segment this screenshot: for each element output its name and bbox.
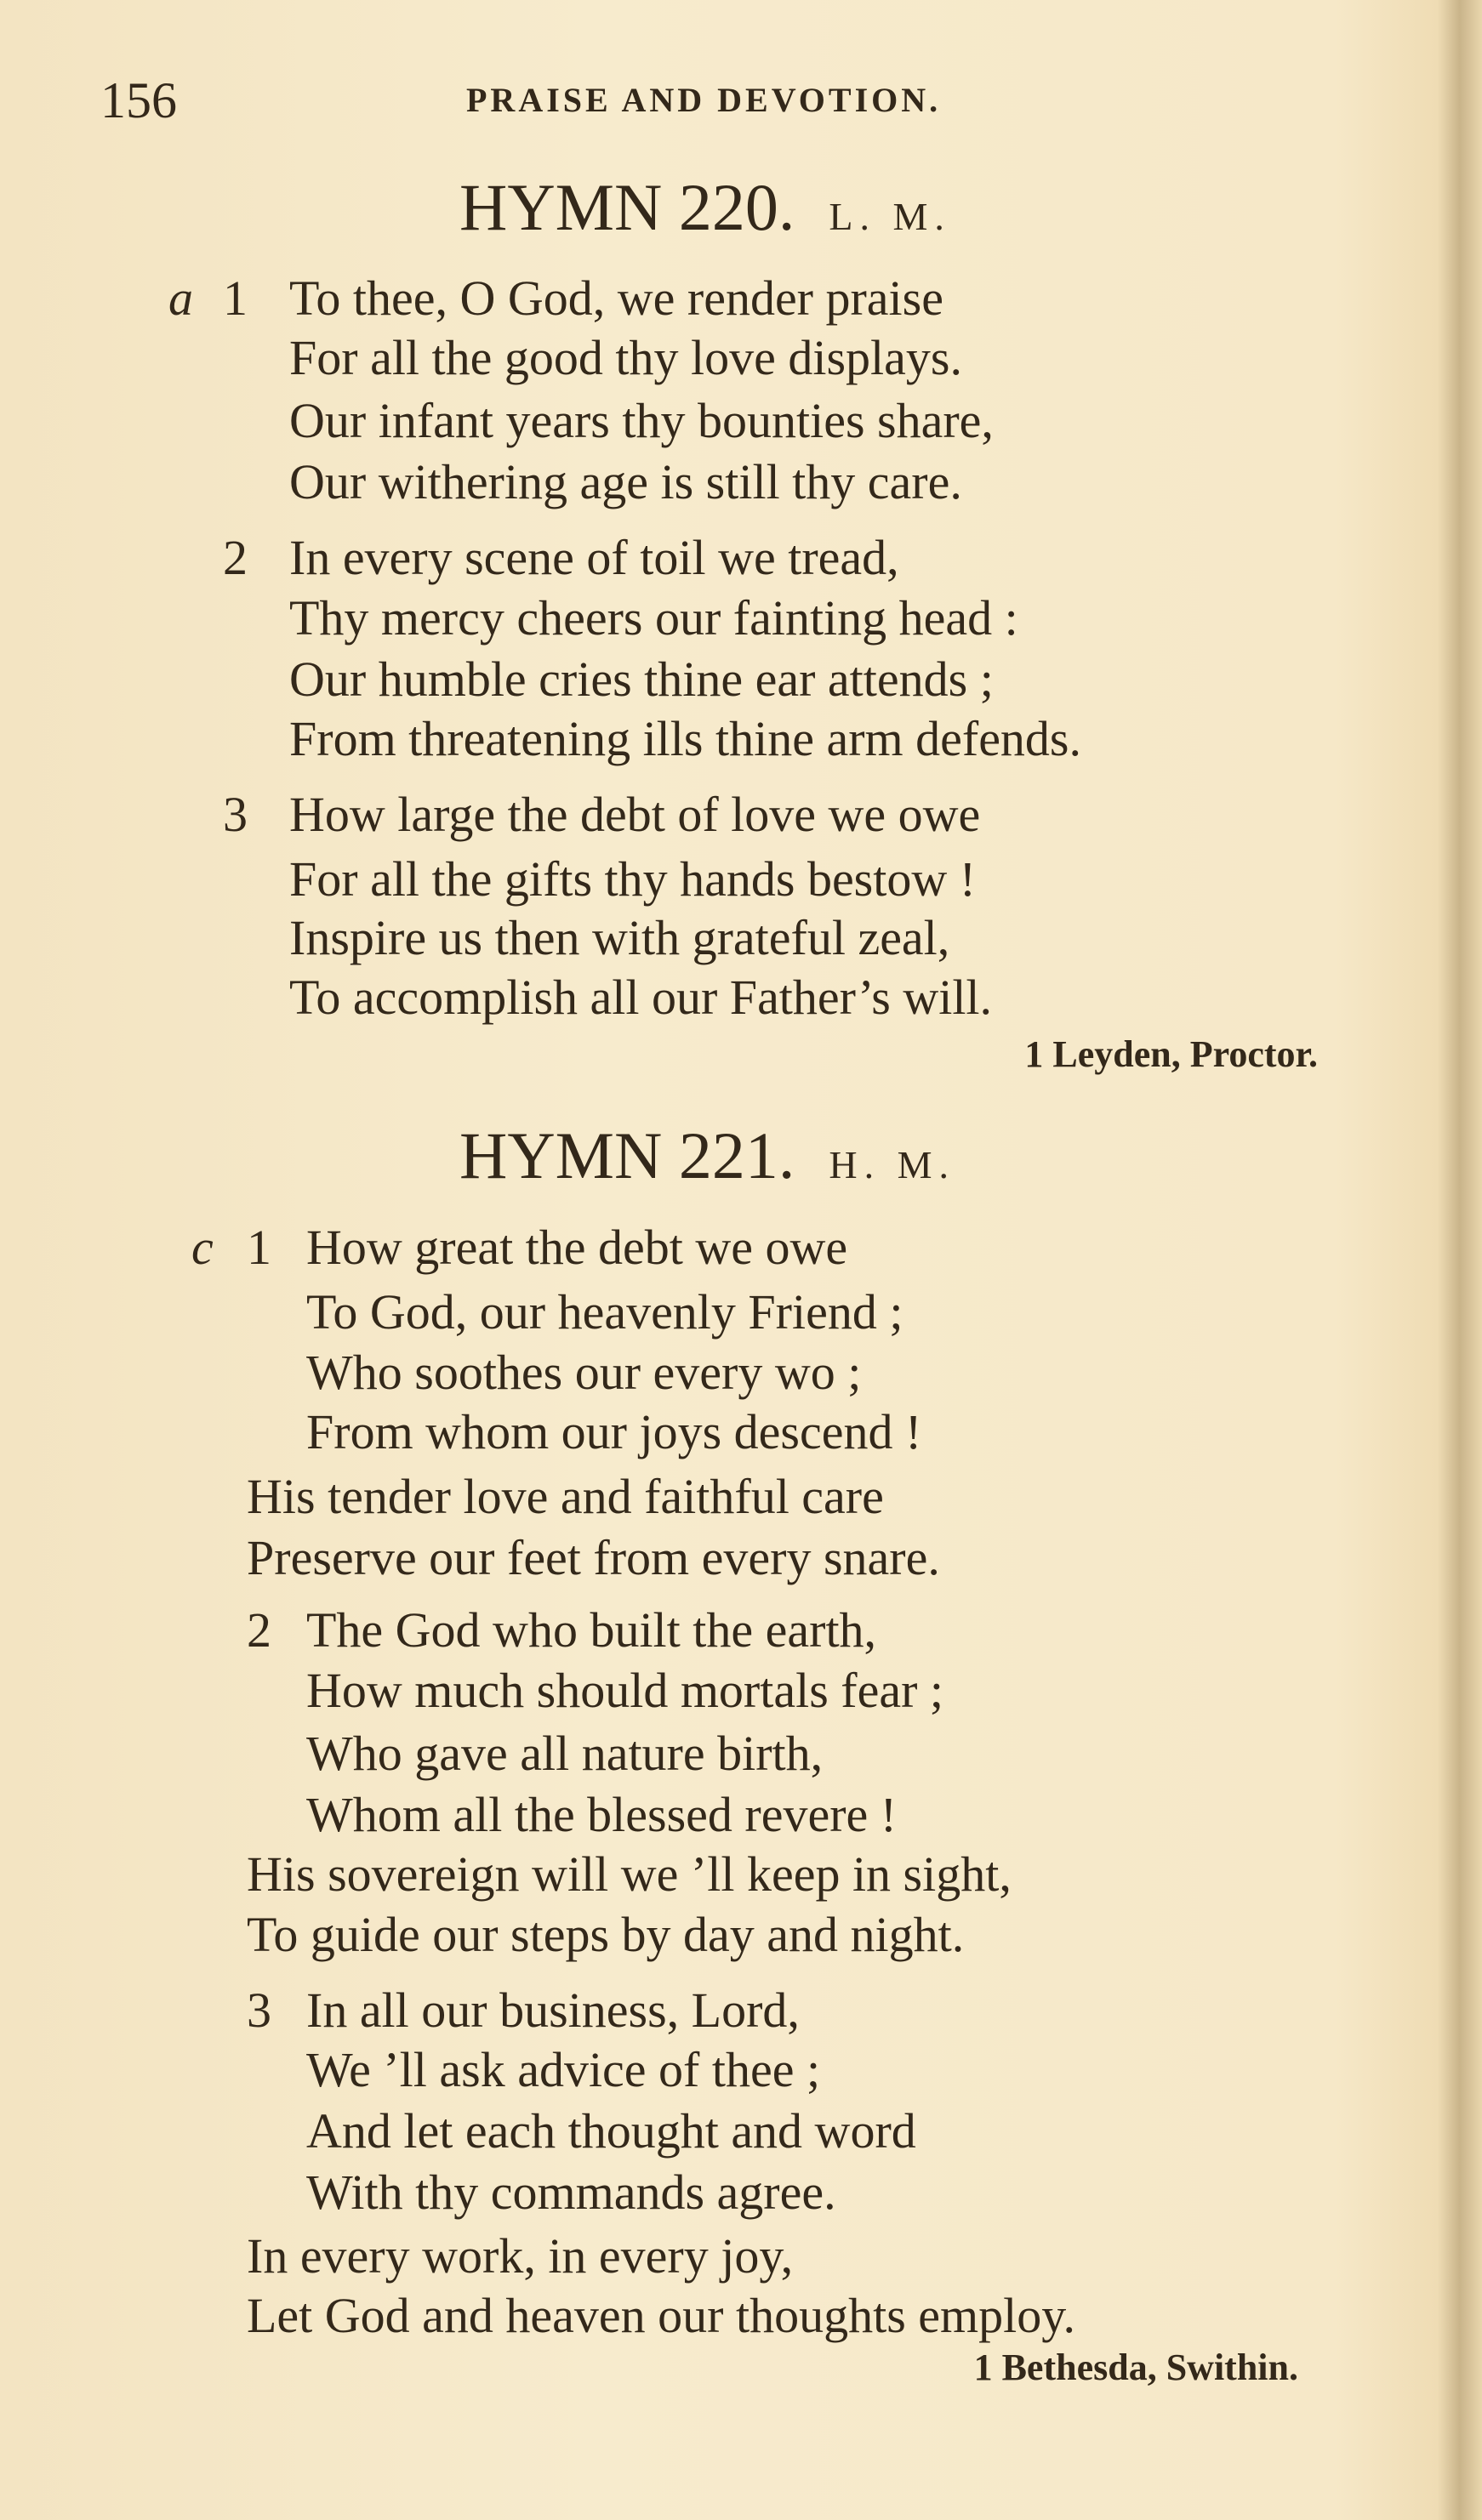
hymn-line: Preserve our feet from every snare. [247, 1530, 940, 1585]
hymn-number: HYMN 220. [459, 170, 795, 244]
stanza-number: 1 [247, 1220, 271, 1275]
expression-mark: c [191, 1220, 214, 1275]
hymn-line: Our withering age is still thy care. [289, 454, 962, 509]
hymn-line: The God who built the earth, [306, 1602, 877, 1658]
hymn-line: Who soothes our every wo ; [306, 1345, 862, 1400]
hymn-line: His tender love and faithful care [247, 1469, 884, 1524]
stanza-number: 1 [223, 270, 248, 326]
hymn-line: Thy mercy cheers our fainting head : [289, 590, 1018, 646]
hymn-line: How large the debt of love we owe [289, 787, 981, 842]
page-number: 156 [100, 72, 177, 128]
stanza-number: 2 [247, 1602, 271, 1658]
hymn-line: And let each thought and word [306, 2103, 916, 2159]
running-head: PRAISE AND DEVOTION. [466, 81, 942, 119]
hymn-line: Who gave all nature birth, [306, 1726, 824, 1781]
stanza-number: 3 [223, 787, 248, 842]
hymn-line: With thy commands agree. [306, 2164, 836, 2220]
hymn-line: Whom all the blessed revere ! [306, 1787, 898, 1842]
hymn-line: Inspire us then with grateful zeal, [289, 910, 950, 965]
stanza-number: 3 [247, 1982, 271, 2038]
hymn-meter: H. M. [829, 1143, 955, 1186]
hymn-number: HYMN 221. [459, 1118, 795, 1192]
expression-mark: a [168, 270, 193, 326]
hymn-line: We ’ll ask advice of thee ; [306, 2042, 821, 2097]
hymn-line: In all our business, Lord, [306, 1982, 800, 2038]
hymn-line: To accomplish all our Father’s will. [289, 970, 993, 1025]
hymn-line: How much should mortals fear ; [306, 1663, 944, 1718]
hymn-line: From whom our joys descend ! [306, 1404, 922, 1459]
hymn-line: In every scene of toil we tread, [289, 530, 899, 585]
hymn-line: In every work, in every joy, [247, 2228, 794, 2284]
hymn-title [459, 1118, 955, 1192]
hymn-line: To guide our steps by day and night. [247, 1907, 965, 1962]
stanza-number: 2 [223, 530, 248, 585]
hymn-line: To God, our heavenly Friend ; [306, 1284, 903, 1340]
hymn-meter: L. M. [829, 195, 951, 238]
tune-name: 1 Bethesda, Swithin. [973, 2347, 1298, 2388]
tune-name: 1 Leyden, Proctor. [1024, 1033, 1318, 1075]
hymn-title [459, 170, 951, 244]
hymn-line: For all the good thy love displays. [289, 330, 962, 385]
hymn-line: From threatening ills thine arm defends. [289, 711, 1082, 766]
hymn-line: For all the gifts thy hands bestow ! [289, 851, 977, 907]
hymn-line: Our infant years thy bounties share, [289, 393, 994, 448]
hymn-line: Let God and heaven our thoughts employ. [247, 2288, 1075, 2343]
hymn-line: His sovereign will we ’ll keep in sight, [247, 1846, 1012, 1902]
hymn-line: How great the debt we owe [306, 1220, 848, 1275]
hymn-line: Our humble cries thine ear attends ; [289, 651, 994, 707]
hymn-line: To thee, O God, we render praise [289, 270, 943, 326]
